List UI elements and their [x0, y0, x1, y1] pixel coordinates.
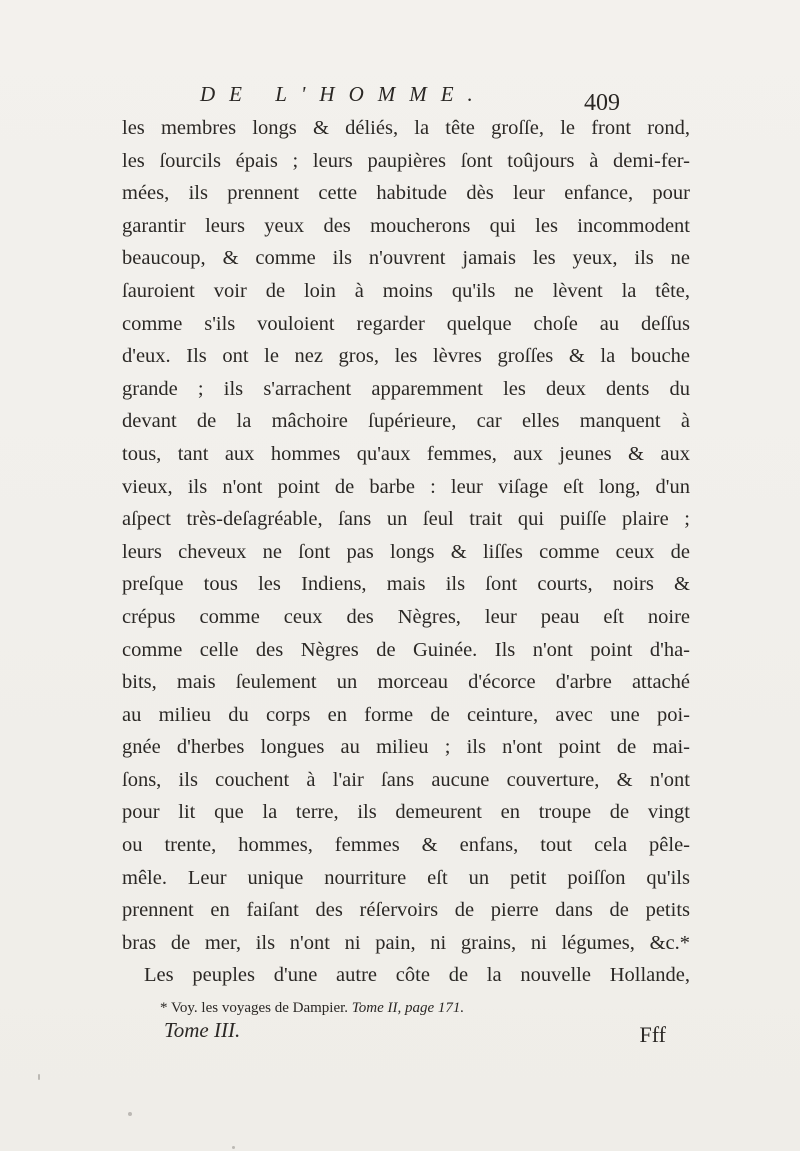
text-line: mêle. Leur unique nourriture eſt un petit poiſſon qu'ils	[122, 866, 690, 889]
text-line: tous, tant aux hommes qu'aux femmes, aux jeunes & aux	[122, 442, 690, 465]
text-line: comme s'ils vouloient regarder quelque choſe au deſſus	[122, 312, 690, 335]
text-line: grande ; ils s'arrachent apparemment les deux dents du	[122, 377, 690, 400]
text-line: bras de mer, ils n'ont ni pain, ni grains, ni légumes, &c.*	[122, 931, 690, 954]
text-line: mées, ils prennent cette habitude dès leur enfance, pour	[122, 182, 690, 205]
text-line: beaucoup, & comme ils n'ouvrent jamais les yeux, ils ne	[122, 247, 690, 270]
running-head: DE L'HOMME.	[200, 82, 487, 106]
paper-speck	[38, 1074, 40, 1080]
text-line: Les peuples d'une autre côte de la nouvelle Hollande,	[144, 964, 690, 987]
footnote	[160, 1000, 580, 1017]
page-footer	[164, 1018, 690, 1048]
paper-speck	[128, 1112, 132, 1116]
page-number: 409	[584, 90, 620, 116]
text-line: aſpect très-deſagréable, ſans un ſeul trait qui puiſſe plaire ;	[122, 508, 690, 531]
text-line: au milieu du corps en forme de ceinture, avec une poi-	[122, 703, 690, 726]
text-line: bits, mais ſeulement un morceau d'écorce d'arbre attaché	[122, 671, 690, 694]
text-line: ſons, ils couchent à l'air ſans aucune couverture, & n'ont	[122, 768, 690, 791]
text-line: leurs cheveux ne ſont pas longs & liſſes comme ceux de	[122, 540, 690, 563]
text-line: preſque tous les Indiens, mais ils ſont courts, noirs &	[122, 573, 690, 596]
volume-label: Tome III.	[164, 1018, 241, 1042]
text-line: devant de la mâchoire ſupérieure, car elles manquent à	[122, 410, 690, 433]
text-line: gnée d'herbes longues au milieu ; ils n'ont point de mai-	[122, 736, 690, 759]
text-line: les ſourcils épais ; leurs paupières ſont toûjours à demi-fer-	[122, 149, 690, 172]
text-line: vieux, ils n'ont point de barbe : leur viſage eſt long, d'un	[122, 475, 690, 498]
footnote-citation: * Voy. les voyages de Dampier.	[160, 1000, 349, 1016]
text-line: comme celle des Nègres de Guinée. Ils n'ont point d'ha-	[122, 638, 690, 661]
body-text	[122, 112, 690, 992]
text-line: prennent en faiſant des réſervoirs de pierre dans de petits	[122, 899, 690, 922]
text-line: les membres longs & déliés, la tête groſſe, le front rond,	[122, 117, 690, 139]
text-line: ſauroient voir de loin à moins qu'ils ne lèvent la tête,	[122, 279, 690, 302]
text-line: ou trente, hommes, femmes & enfans, tout cela pêle-	[122, 834, 690, 857]
text-line: crépus comme ceux des Nègres, leur peau eſt noire	[122, 605, 690, 628]
footnote-reference: Tome II, page 171.	[351, 1000, 465, 1016]
text-line: d'eux. Ils ont le nez gros, les lèvres groſſes & la bouche	[122, 345, 690, 368]
signature-mark: Fff	[639, 1022, 666, 1047]
paper-speck	[232, 1146, 235, 1149]
text-line: pour lit que la terre, ils demeurent en troupe de vingt	[122, 801, 690, 824]
text-line: garantir leurs yeux des moucherons qui les incommodent	[122, 214, 690, 237]
